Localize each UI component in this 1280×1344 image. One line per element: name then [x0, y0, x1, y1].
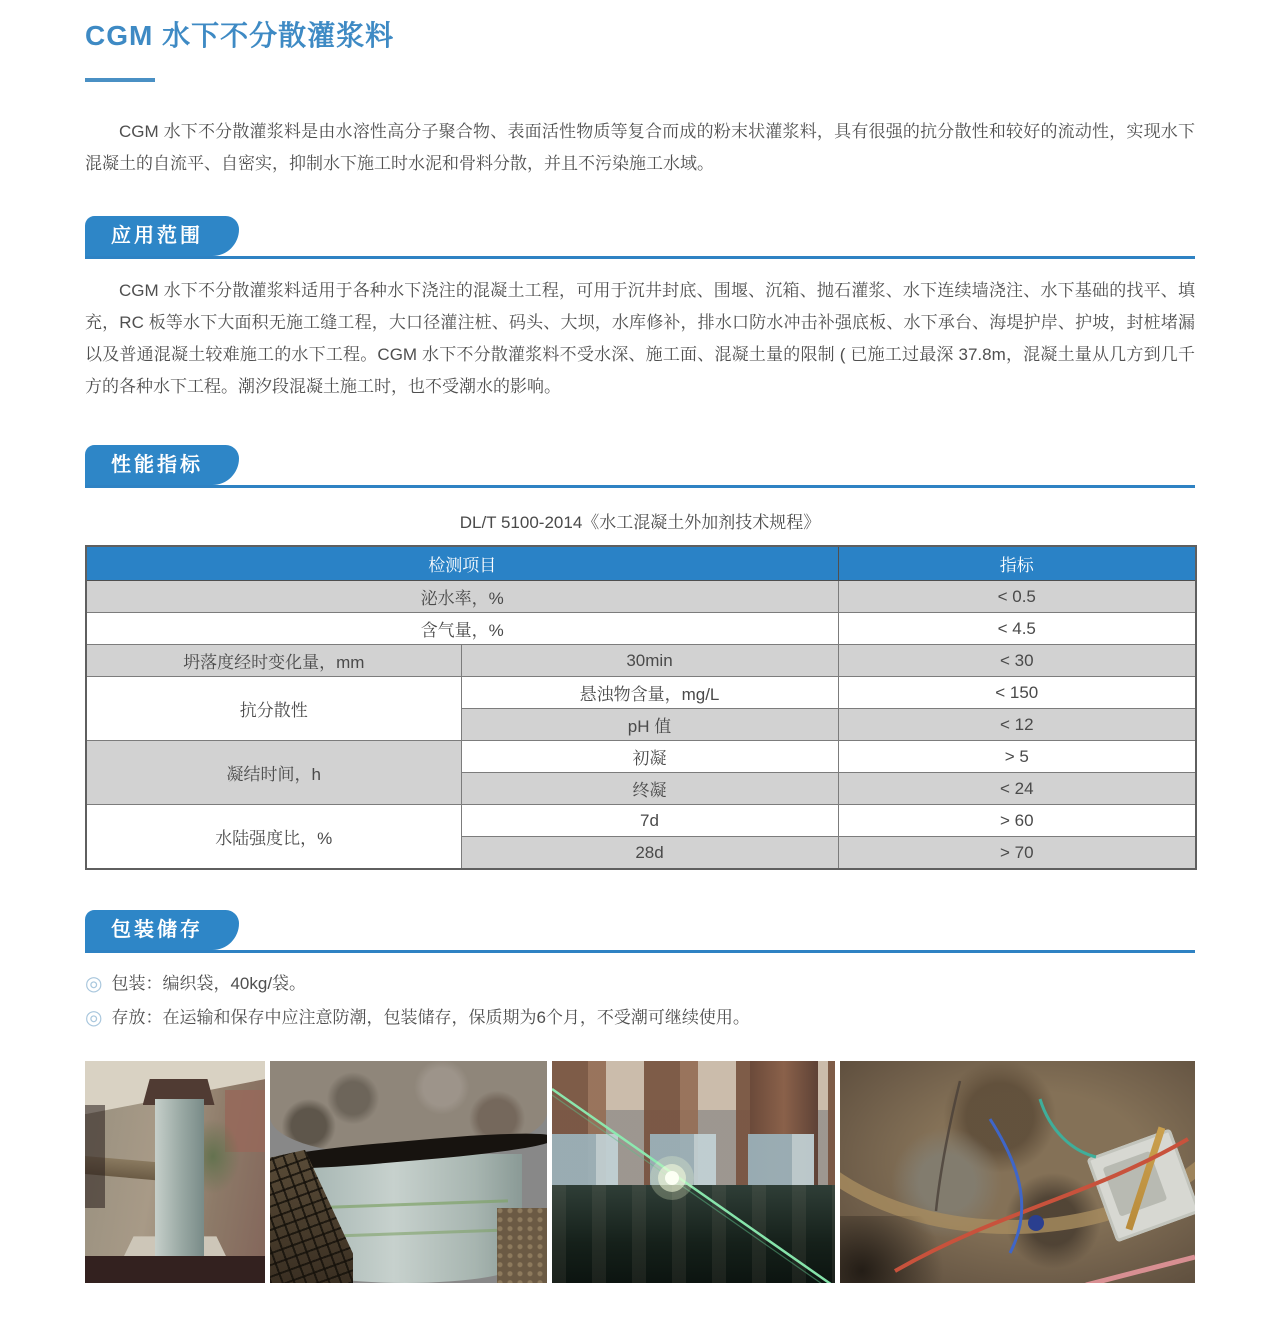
- title-underline: [85, 78, 155, 82]
- list-item: [85, 967, 1195, 1001]
- header-cell-item: 检测项目: [86, 546, 838, 581]
- cell-value: < 4.5: [838, 613, 1196, 645]
- cell-item: 含气量，%: [86, 613, 838, 645]
- cell-condition: 初凝: [461, 741, 838, 773]
- section-badge-performance: 性能指标: [85, 445, 239, 485]
- table-row: [86, 581, 1196, 613]
- shadow: [85, 1105, 105, 1207]
- cables-overlay: [840, 1061, 1195, 1283]
- table-row: [86, 613, 1196, 645]
- table-header-row: [86, 546, 1196, 581]
- section-application: [85, 216, 1195, 403]
- cell-condition: 终凝: [461, 773, 838, 805]
- cell-value: < 30: [838, 645, 1196, 677]
- photo-grouted-pile-column: [85, 1061, 265, 1283]
- cell-condition: 28d: [461, 837, 838, 870]
- photo-strip: [85, 1061, 1195, 1283]
- steel-pile-column: [155, 1099, 204, 1263]
- section-header-rule: [85, 445, 1195, 488]
- cell-value: < 12: [838, 709, 1196, 741]
- cell-value: > 5: [838, 741, 1196, 773]
- header-cell-value: 指标: [838, 546, 1196, 581]
- cell-item-merged: 凝结时间，h: [86, 741, 461, 805]
- section-performance: [85, 445, 1195, 870]
- table-row: [86, 677, 1196, 709]
- standard-reference: DL/T 5100-2014《水工混凝土外加剂技术规程》: [459, 513, 821, 532]
- double-ring-icon: ◎: [85, 1007, 103, 1029]
- double-ring-icon: ◎: [85, 973, 103, 995]
- photo-mud-pit-topdown: [840, 1061, 1195, 1283]
- cell-condition: 悬浊物含量，mg/L: [461, 677, 838, 709]
- photo-night-piers-laser: [552, 1061, 835, 1283]
- cell-condition: 7d: [461, 805, 838, 837]
- cell-value: < 24: [838, 773, 1196, 805]
- packaging-list: [85, 967, 1195, 1035]
- table-row: [86, 741, 1196, 773]
- cell-value: > 70: [838, 837, 1196, 870]
- cell-value: < 0.5: [838, 581, 1196, 613]
- cell-value: < 150: [838, 677, 1196, 709]
- list-item-text: 存放：在运输和保存中应注意防潮，包装储存，保质期为6个月，不受潮可继续使用。: [111, 1008, 750, 1027]
- intro-paragraph: CGM 水下不分散灌浆料是由水溶性高分子聚合物、表面活性物质等复合而成的粉末状灌浆料，具有很强的抗分散性和较好的流动性，实现水下混凝土的自流平、自密实，抑制水下施工时水泥和骨料分散，并且不污染施工水域。: [85, 122, 1195, 173]
- cell-item: 坍落度经时变化量，mm: [86, 645, 461, 677]
- photo-pile-collar-closeup: [270, 1061, 547, 1283]
- cell-value: > 60: [838, 805, 1196, 837]
- section-packaging: [85, 910, 1195, 1035]
- performance-table: [85, 545, 1197, 870]
- section-badge-application: 应用范围: [85, 216, 239, 256]
- section-header-rule: [85, 910, 1195, 953]
- cell-item-merged: 抗分散性: [86, 677, 461, 741]
- dark-base: [85, 1256, 265, 1283]
- cell-item-merged: 水陆强度比，%: [86, 805, 461, 870]
- table-row: [86, 805, 1196, 837]
- laser-line-overlay: [552, 1061, 835, 1283]
- list-item-text: 包装：编织袋，40kg/袋。: [111, 974, 307, 993]
- section-badge-packaging: 包装储存: [85, 910, 239, 950]
- application-paragraph: CGM 水下不分散灌浆料适用于各种水下浇注的混凝土工程，可用于沉井封底、围堰、沉箱、抛石灌浆、水下连续墙浇注、水下基础的找平、填充，RC 板等水下大面积无施工缝工程，大口径灌注桩、码头、大坝，水库修补，排水口防水冲击补强底板、水下承台、海堤护岸、护坡，封桩堵漏以及普通混凝土较难施工的水下工程。CGM 水下不分散灌浆料不受水深、施工面、混凝土量的限制 ( 已施工过最深 37.8m，混凝土量从几方到几千方的各种水下工程。潮汐段混凝土施工时，也不受潮水的影响。: [85, 281, 1195, 396]
- gravel-ground: [497, 1208, 547, 1283]
- section-header-rule: [85, 216, 1195, 259]
- cell-item: 泌水率，%: [86, 581, 838, 613]
- cell-condition: pH 值: [461, 709, 838, 741]
- cell-condition: 30min: [461, 645, 838, 677]
- page-title: CGM 水下不分散灌浆料: [85, 20, 395, 51]
- list-item: [85, 1001, 1195, 1035]
- table-row: [86, 645, 1196, 677]
